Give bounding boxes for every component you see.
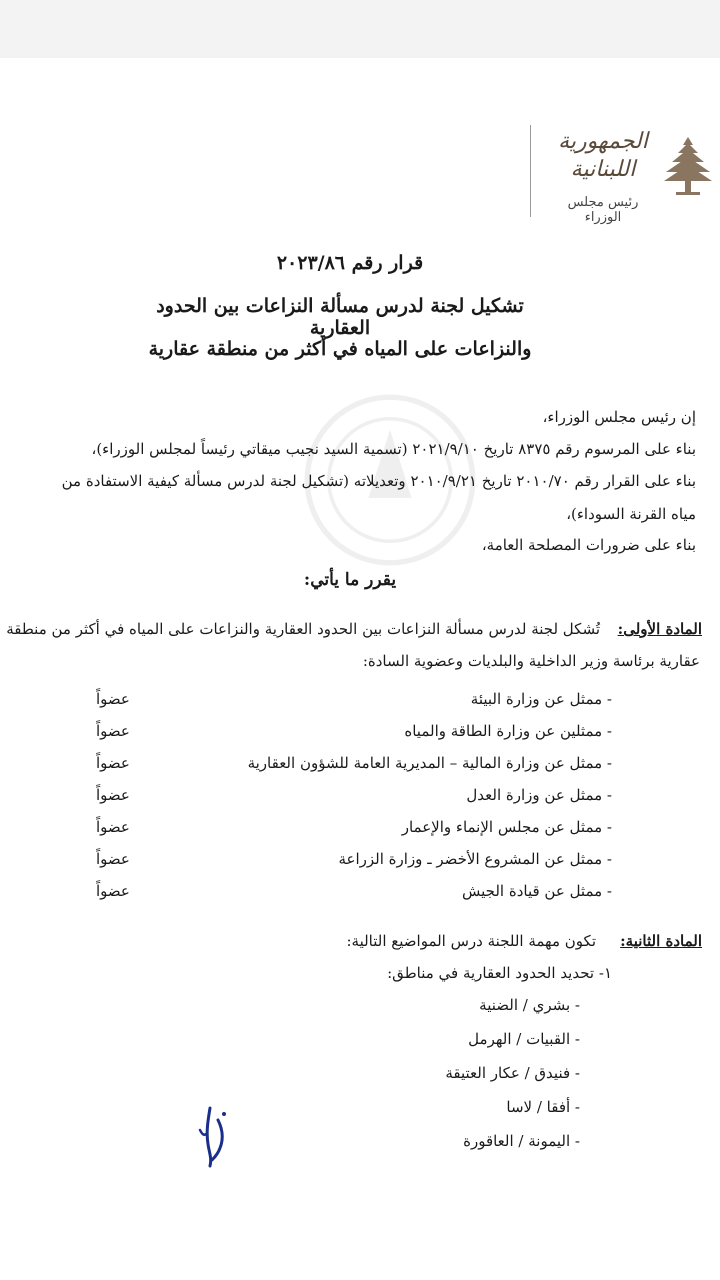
office-name: رئيس مجلس الوزراء (567, 195, 639, 225)
decision-number: قرار رقم ٢٠٢٣/٨٦ (276, 252, 424, 274)
preamble-line3: بناء على القرار رقم ٢٠١٠/٧٠ تاريخ ٢٠١٠/٩/٢١ وتعديلاته (تشكيل لجنة لدرس مسألة كيفية الاستفادة من (61, 472, 696, 490)
emblem-line-republic: الجمهورية (558, 129, 648, 154)
member-role: عضواً (96, 786, 130, 804)
member-item: - ممثلين عن وزارة الطاقة والمياه (404, 722, 612, 740)
member-role: عضواً (96, 850, 130, 868)
cedar-tree-icon (662, 135, 714, 199)
member-item: - ممثل عن وزارة البيئة (470, 690, 612, 708)
preamble-line1: إن رئيس مجلس الوزراء، (542, 408, 696, 426)
member-role: عضواً (96, 722, 130, 740)
decision-title-line1: تشكيل لجنة لدرس مسألة النزاعات بين الحدود العقارية (156, 295, 524, 339)
preamble-line5: بناء على ضرورات المصلحة العامة، (481, 536, 696, 554)
top-status-area (0, 0, 720, 58)
member-item: - ممثل عن قيادة الجيش (462, 882, 612, 900)
member-role: عضواً (96, 690, 130, 708)
member-item: - ممثل عن وزارة العدل (466, 786, 612, 804)
region-item: - أفقا / لاسا (506, 1098, 580, 1116)
preamble-line2: بناء على المرسوم رقم ٨٣٧٥ تاريخ ٢٠٢١/٩/١٠ (تسمية السيد نجيب ميقاتي رئيساً لمجلس الوزراء)، (91, 440, 696, 458)
member-item: - ممثل عن وزارة المالية – المديرية العامة للشؤون العقارية (247, 754, 612, 772)
article1-label: المادة الأولى: (617, 620, 702, 638)
signature-initials (190, 1100, 240, 1180)
article2-label: المادة الثانية: (620, 932, 702, 950)
article1-text-line1: تُشكل لجنة لدرس مسألة النزاعات بين الحدود العقارية والنزاعات على المياه في أكثر من منطقة (6, 620, 600, 638)
article1-text-line2: عقارية برئاسة وزير الداخلية والبلديات وعضوية السادة: (362, 652, 700, 670)
resolve-heading: يقرر ما يأتي: (303, 570, 397, 590)
region-item: - القبيات / الهرمل (468, 1030, 580, 1048)
republic-emblem-text (548, 128, 658, 184)
member-role: عضواً (96, 754, 130, 772)
member-item: - ممثل عن مجلس الإنماء والإعمار (401, 818, 612, 836)
member-item: - ممثل عن المشروع الأخضر ـ وزارة الزراعة (338, 850, 612, 868)
region-item: - فنيدق / عكار العتيقة (445, 1064, 580, 1082)
region-item: - بشري / الضنية (479, 996, 580, 1014)
member-role: عضواً (96, 882, 130, 900)
letterhead-divider (530, 125, 531, 217)
region-item: - اليمونة / العاقورة (463, 1132, 580, 1150)
preamble-line4: مياه القرنة السوداء)، (566, 505, 696, 523)
emblem-line-lebanese: اللبنانية (570, 157, 636, 182)
member-role: عضواً (96, 818, 130, 836)
article2-text-line1: تكون مهمة اللجنة درس المواضيع التالية: (346, 932, 596, 950)
decision-title-line2: والنزاعات على المياه في أكثر من منطقة عقارية (148, 338, 532, 360)
article2-item1: ١- تحديد الحدود العقارية في مناطق: (387, 964, 612, 982)
